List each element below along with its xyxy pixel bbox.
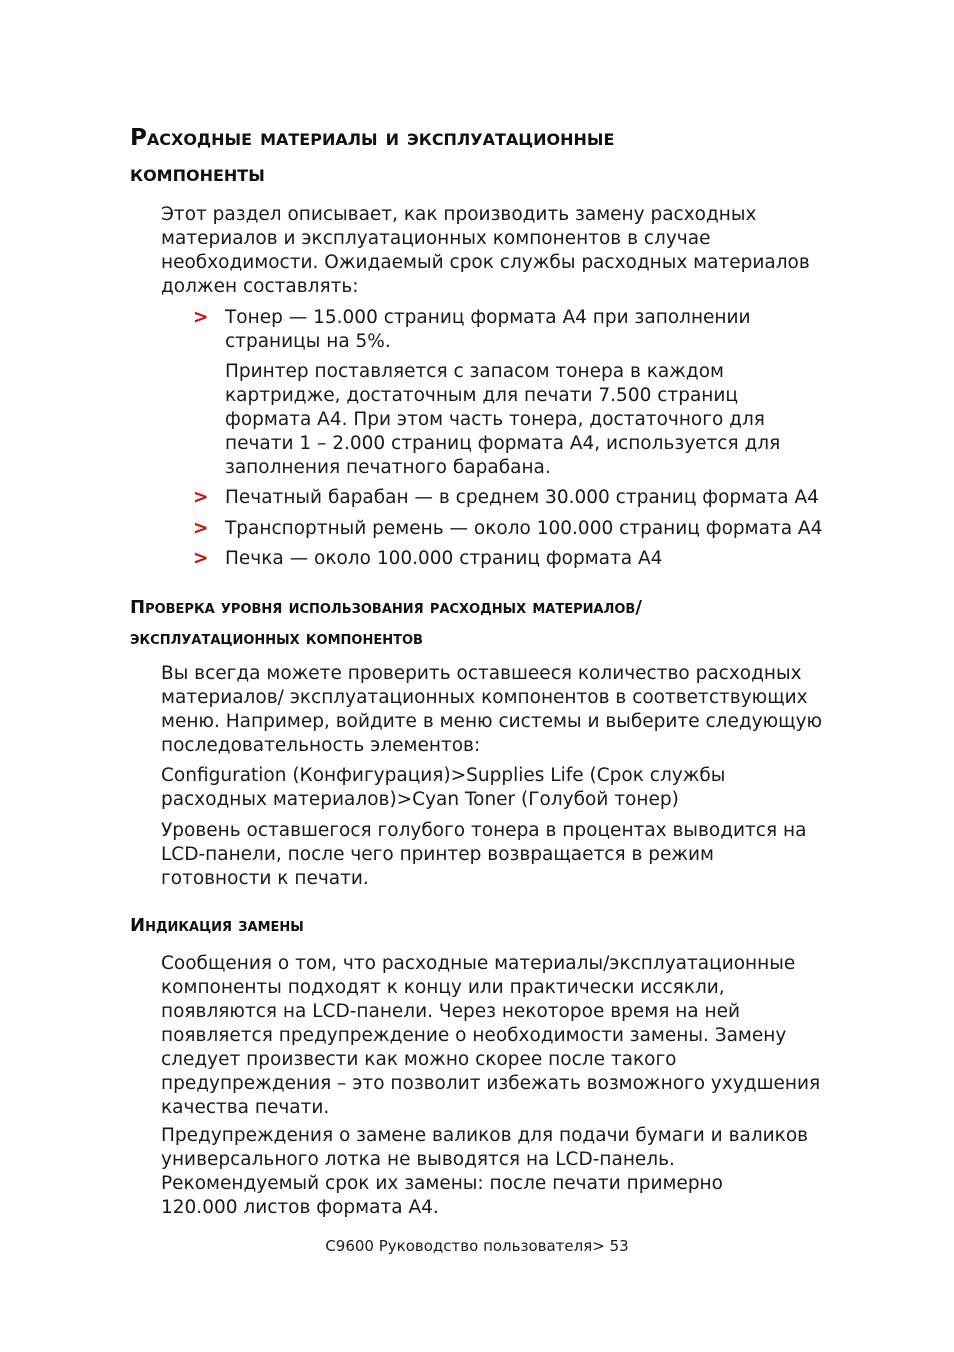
text-line: последовательность элементов: xyxy=(161,735,481,756)
text-line: появляются на LCD-панели. Через некоторое время на ней xyxy=(161,1001,741,1022)
text-line: формата A4. При этом часть тонера, достаточного для xyxy=(225,409,765,430)
intro-paragraph xyxy=(161,203,841,299)
heading-line: компоненты xyxy=(130,161,265,187)
text-line: необходимости. Ожидаемый срок службы расходных материалов xyxy=(161,252,810,273)
text-line: расходных материалов)>Cyan Toner (Голубой тонер) xyxy=(161,789,679,810)
text-line: Транспортный ремень — около 100.000 страниц формата A4 xyxy=(225,518,823,539)
heading-line: Расходные материалы и эксплуатационные xyxy=(130,125,615,151)
section-heading xyxy=(130,120,850,192)
text-line: Рекомендуемый срок их замены: после печати примерно xyxy=(161,1173,723,1194)
text-line: готовности к печати. xyxy=(161,868,369,889)
text-line: материалов и эксплуатационных компонентов в случае xyxy=(161,228,711,249)
replace-paragraph-2 xyxy=(161,1124,841,1220)
text-line: LCD-панели, после чего принтер возвращается в режим xyxy=(161,844,715,865)
text-line: страницы на 5%. xyxy=(225,331,391,352)
heading-line: эксплуатационных компонентов xyxy=(130,628,423,649)
text-line: 120.000 листов формата A4. xyxy=(161,1197,439,1218)
bullet-item-fuser xyxy=(225,547,845,571)
bullet-marker: > xyxy=(193,307,209,328)
text-line: Уровень оставшегося голубого тонера в процентах выводится на xyxy=(161,820,807,841)
text-line: Печатный барабан — в среднем 30.000 страниц формата A4 xyxy=(225,487,819,508)
text-line: Принтер поставляется с запасом тонера в каждом xyxy=(225,361,724,382)
bullet-item-drum xyxy=(225,486,845,510)
text-line: Сообщения о том, что расходные материалы/эксплуатационные xyxy=(161,953,796,974)
text-line: печати 1 – 2.000 страниц формата A4, используется для xyxy=(225,433,781,454)
text-line: универсального лотка не выводятся на LCD-панель. xyxy=(161,1149,675,1170)
text-line: Вы всегда можете проверить оставшееся количество расходных xyxy=(161,663,802,684)
text-line: картридже, достаточным для печати 7.500 страниц xyxy=(225,385,738,406)
text-line: заполнения печатного барабана. xyxy=(225,457,551,478)
subsection-heading-replacement xyxy=(130,910,304,941)
subsection-heading-check xyxy=(130,592,642,654)
toner-note-paragraph xyxy=(225,360,845,480)
text-line: материалов/ эксплуатационных компонентов в соответствующих xyxy=(161,687,808,708)
text-line: Печка — около 100.000 страниц формата A4 xyxy=(225,548,663,569)
text-line: компоненты подходят к концу или практически иссякли, xyxy=(161,977,725,998)
text-line: Предупреждения о замене валиков для подачи бумаги и валиков xyxy=(161,1125,809,1146)
bullet-item-belt xyxy=(225,517,845,541)
text-line: предупреждения – это позволит избежать возможного ухудшения xyxy=(161,1073,821,1094)
text-line: появляется предупреждение о необходимости замены. Замену xyxy=(161,1025,787,1046)
page-footer xyxy=(0,1236,954,1256)
check-paragraph-3 xyxy=(161,819,841,891)
heading-line: Проверка уровня использования расходных материалов/ xyxy=(130,597,642,618)
bullet-marker: > xyxy=(193,548,209,569)
footer-text: C9600 Руководство пользователя> 53 xyxy=(325,1237,629,1255)
check-paragraph-1 xyxy=(161,662,841,758)
bullet-marker: > xyxy=(193,487,209,508)
replace-paragraph-1 xyxy=(161,952,841,1120)
text-line: Тонер — 15.000 страниц формата A4 при заполнении xyxy=(225,307,751,328)
text-line: следует произвести как можно скорее после такого xyxy=(161,1049,677,1070)
text-line: Configuration (Конфигурация)>Supplies Life (Срок службы xyxy=(161,765,726,786)
bullet-item-toner xyxy=(225,306,845,354)
text-line: Этот раздел описывает, как производить замену расходных xyxy=(161,204,757,225)
check-paragraph-2 xyxy=(161,764,841,812)
text-line: должен составлять: xyxy=(161,276,359,297)
heading-line: Индикация замены xyxy=(130,915,304,936)
text-line: качества печати. xyxy=(161,1097,330,1118)
bullet-marker: > xyxy=(193,518,209,539)
text-line: меню. Например, войдите в меню системы и выберите следующую xyxy=(161,711,823,732)
